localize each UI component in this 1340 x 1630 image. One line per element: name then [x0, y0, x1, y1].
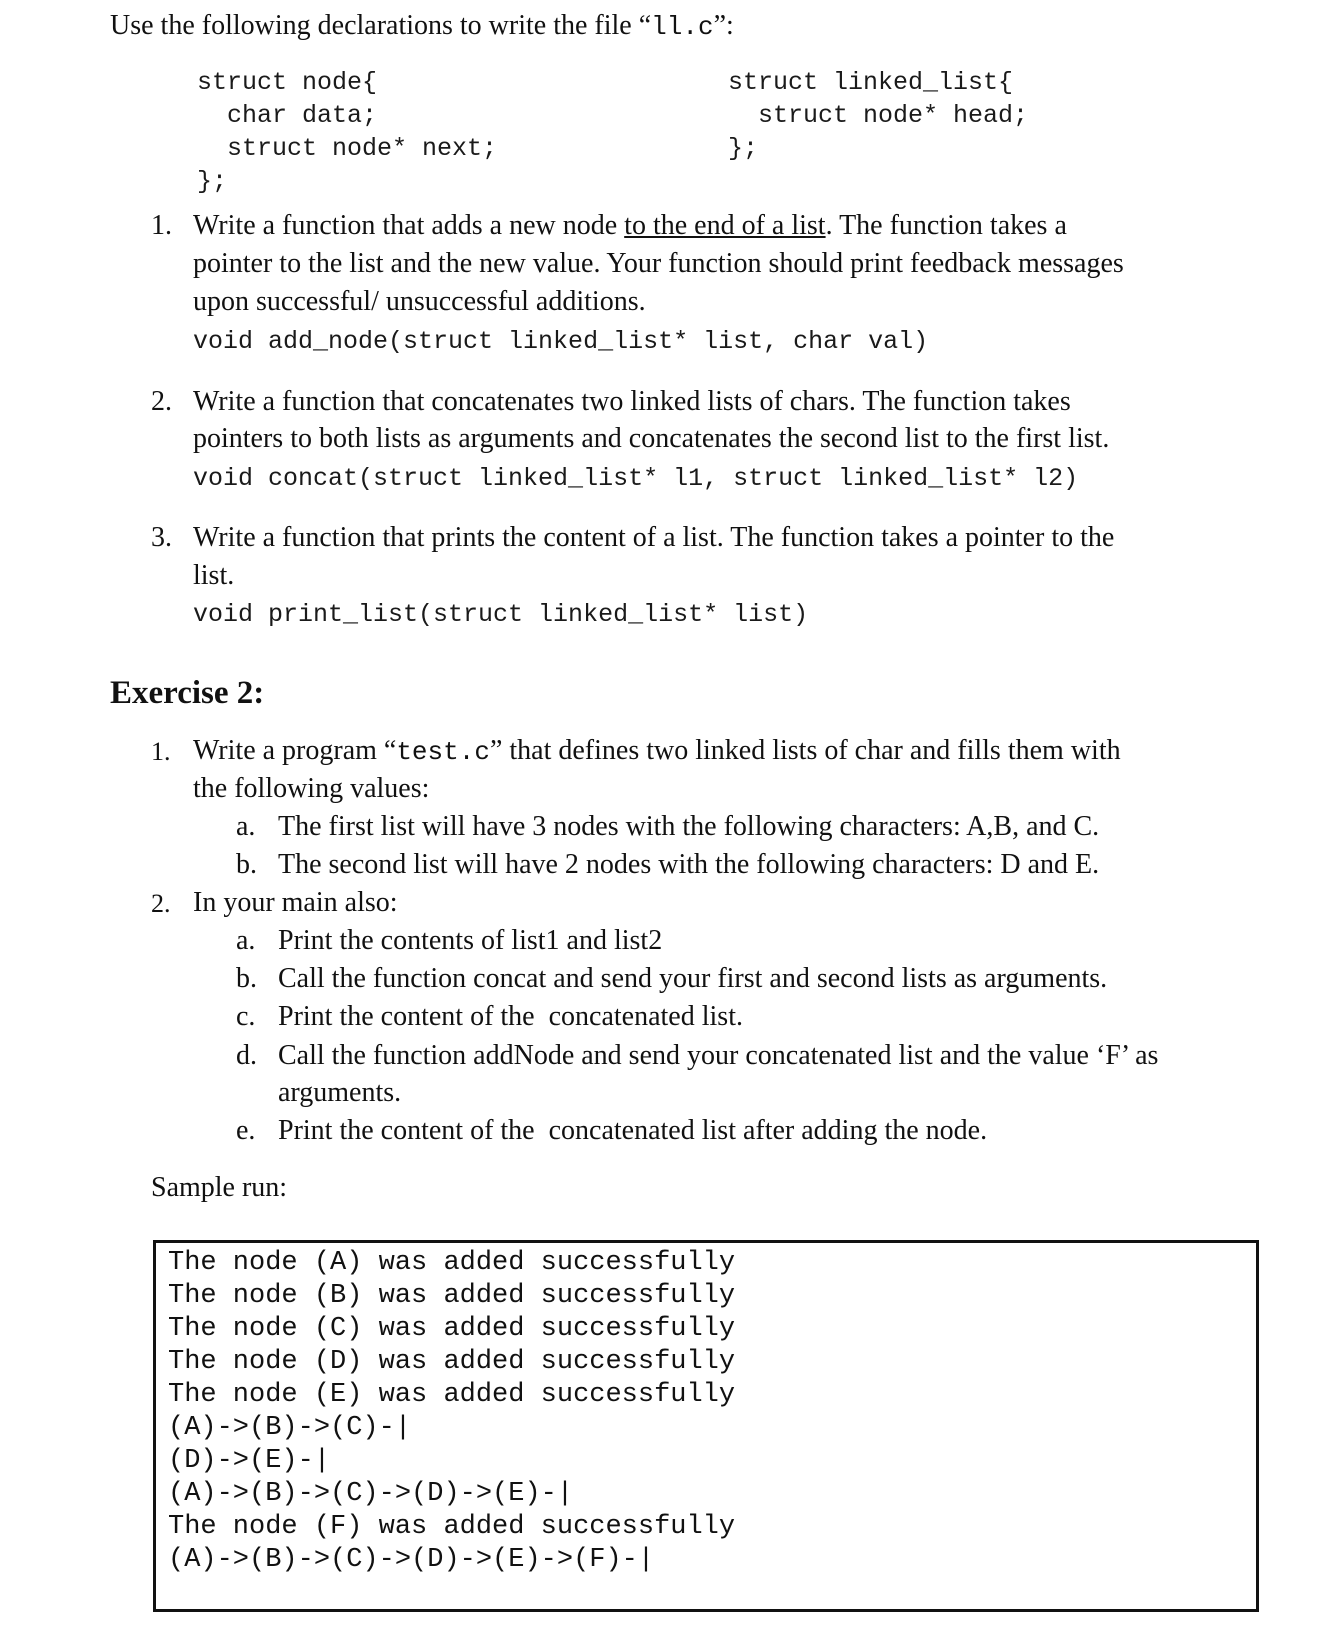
sample-run-label: Sample run: — [151, 1172, 288, 1203]
text-span: ” that defines two linked lists of char and fills them with — [489, 735, 1121, 766]
function-signature: void add_node(struct linked_list* list, char val) — [193, 327, 929, 356]
sub-text: The second list will have 2 nodes with the following characters: D and E. — [278, 849, 1100, 880]
intro-text: Use the following declarations to write the file “ — [110, 10, 652, 41]
task-text: upon successful/ unsuccessful additions. — [193, 286, 646, 317]
output-line: (A)->(B)->(C)-| — [168, 1413, 412, 1443]
code-line: struct node* head; — [728, 101, 1029, 130]
code-line: struct linked_list{ — [728, 68, 1014, 97]
code-line: }; — [197, 167, 228, 196]
sub-text: Print the content of the concatenated list after adding the node. — [278, 1115, 988, 1146]
item-text — [193, 735, 1121, 767]
task-number: 3. — [151, 522, 172, 553]
task-text: Write a function that prints the content of a list. The function takes a pointer to the — [193, 522, 1115, 553]
task-text: Write a function that concatenates two linked lists of chars. The function takes — [193, 386, 1071, 417]
code-line: struct node* next; — [197, 134, 498, 163]
sub-label: a. — [236, 811, 256, 842]
task-number: 2. — [151, 386, 172, 417]
output-line: The node (F) was added successfully — [168, 1512, 736, 1542]
output-line: The node (A) was added successfully — [168, 1248, 736, 1278]
sub-label: e. — [236, 1115, 256, 1146]
sub-text: Print the contents of list1 and list2 — [278, 925, 663, 956]
intro-filename: ll.c — [651, 12, 714, 42]
output-line: The node (D) was added successfully — [168, 1347, 736, 1377]
output-line: (A)->(B)->(C)->(D)->(E)->(F)-| — [168, 1545, 655, 1575]
item-text: the following values: — [193, 773, 430, 804]
text-span: Write a function that adds a new node — [193, 210, 625, 241]
sub-text: The first list will have 3 nodes with the following characters: A,B, and C. — [278, 811, 1100, 842]
sub-text: Call the function concat and send your first and second lists as arguments. — [278, 963, 1108, 994]
item-number: 1. — [151, 737, 171, 766]
intro-line — [110, 10, 734, 42]
sub-label: c. — [236, 1001, 256, 1032]
output-line: (D)->(E)-| — [168, 1446, 331, 1476]
inline-filename: test.c — [396, 737, 490, 767]
sub-label: d. — [236, 1040, 257, 1071]
task-text — [193, 210, 1067, 242]
sub-label: b. — [236, 963, 257, 994]
text-span: Write a program “ — [193, 735, 397, 766]
output-line: (A)->(B)->(C)->(D)->(E)-| — [168, 1479, 574, 1509]
output-line: The node (B) was added successfully — [168, 1281, 736, 1311]
item-number: 2. — [151, 889, 171, 918]
task-text: list. — [193, 560, 235, 591]
intro-end: ”: — [713, 10, 734, 41]
underlined-text: to the end of a list — [624, 210, 826, 241]
code-line: struct node{ — [197, 68, 378, 97]
sub-label: b. — [236, 849, 257, 880]
text-span: . The function takes a — [825, 210, 1067, 241]
function-signature: void print_list(struct linked_list* list) — [193, 600, 809, 629]
item-text: In your main also: — [193, 887, 398, 918]
sub-text: arguments. — [278, 1077, 402, 1108]
sub-text: Call the function addNode and send your concatenated list and the value ‘F’ as — [278, 1040, 1159, 1071]
function-signature: void concat(struct linked_list* l1, struct linked_list* l2) — [193, 464, 1079, 493]
sub-label: a. — [236, 925, 256, 956]
task-text: pointer to the list and the new value. Your function should print feedback messages — [193, 248, 1124, 279]
exercise-2-heading: Exercise 2: — [110, 675, 265, 711]
sample-run-output-box — [153, 1240, 1259, 1612]
sub-text: Print the content of the concatenated list. — [278, 1001, 743, 1032]
task-text: pointers to both lists as arguments and concatenates the second list to the first list. — [193, 423, 1110, 454]
output-line: The node (E) was added successfully — [168, 1380, 736, 1410]
task-number: 1. — [151, 210, 172, 241]
output-line: The node (C) was added successfully — [168, 1314, 736, 1344]
code-line: char data; — [197, 101, 378, 130]
code-line: }; — [728, 134, 759, 163]
